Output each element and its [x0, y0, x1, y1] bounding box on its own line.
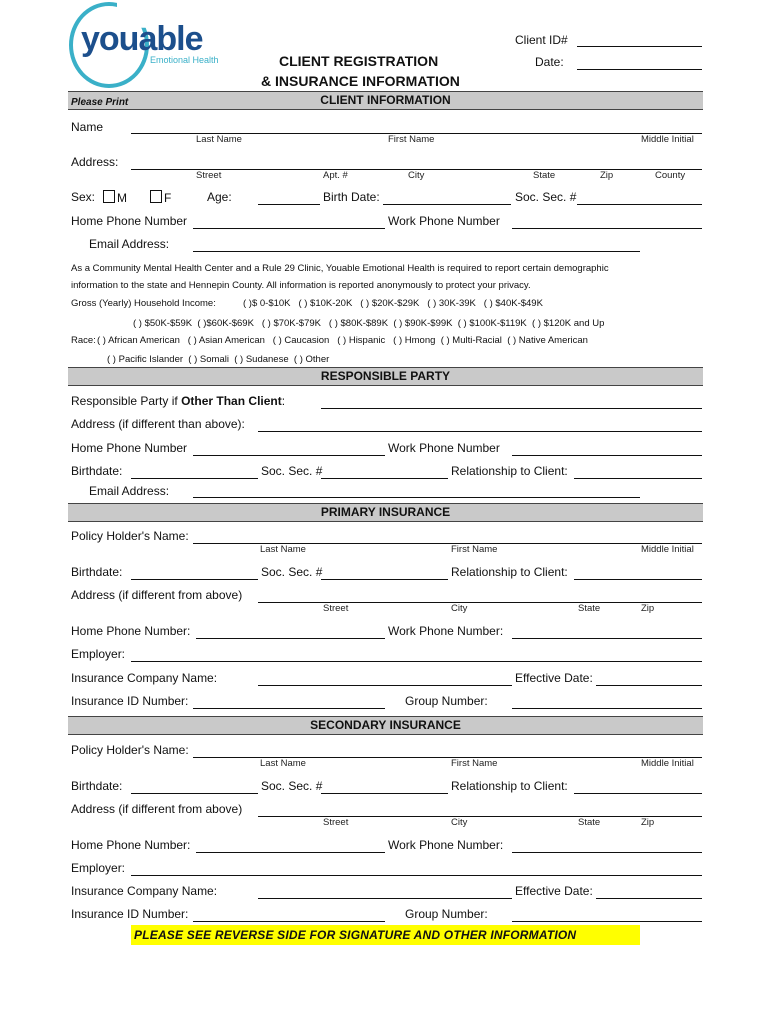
home-phone-label: Home Phone Number: [71, 214, 188, 228]
checkbox-m[interactable]: [103, 190, 115, 203]
s-id-field[interactable]: [193, 921, 385, 922]
section-client-information: [68, 91, 703, 110]
other-than-client-text: Other Than Client: [181, 394, 282, 408]
work-phone-label: Work Phone Number: [388, 214, 500, 228]
please-print-note: Please Print: [71, 97, 129, 108]
p-group-label: Group Number:: [405, 694, 488, 708]
p-city-caption: City: [451, 603, 468, 614]
demographic-notice-line2: information to the state and Hennepin County. All information is reported anonymously to protect your privacy.: [71, 280, 531, 291]
race-options-row1[interactable]: ( ) African American ( ) Asian American ( ) Caucasion ( ) Hispanic ( ) Hmong ( ) Multi-Racial ( ) Native American: [97, 335, 588, 346]
logo-tagline: Emotional Health: [150, 55, 219, 65]
p-state-caption: State: [578, 603, 601, 614]
s-company-label: Insurance Company Name:: [71, 884, 218, 898]
p-group-field[interactable]: [512, 708, 702, 709]
rp-relationship-label: Relationship to Client:: [451, 464, 568, 478]
p-effective-label: Effective Date:: [515, 671, 593, 685]
s-company-field[interactable]: [258, 898, 512, 899]
rp-ssn-label: Soc. Sec. #: [261, 464, 323, 478]
s-first-name-caption: First Name: [451, 758, 498, 769]
responsible-party-label: Responsible Party if Other Than Client:: [71, 394, 286, 408]
p-employer-field[interactable]: [131, 661, 702, 662]
ssn-field[interactable]: [577, 204, 702, 205]
email-field[interactable]: [193, 251, 640, 252]
name-label: Name: [71, 120, 104, 134]
p-holder-label: Policy Holder's Name:: [71, 529, 189, 543]
p-ssn-field[interactable]: [321, 579, 448, 580]
section-title: CLIENT INFORMATION: [320, 93, 451, 107]
sex-m-option[interactable]: [103, 190, 127, 205]
demographic-notice-line1: As a Community Mental Health Center and a Rule 29 Clinic, Youable Emotional Health is required to report certain demographic: [71, 263, 609, 274]
p-ssn-label: Soc. Sec. #: [261, 565, 323, 579]
s-address-label: Address (if different from above): [71, 802, 243, 816]
client-id-field[interactable]: [577, 46, 702, 47]
email-label: Email Address:: [89, 237, 170, 251]
s-effective-label: Effective Date:: [515, 884, 593, 898]
s-state-caption: State: [578, 817, 601, 828]
s-relationship-label: Relationship to Client:: [451, 779, 568, 793]
p-zip-caption: Zip: [641, 603, 655, 614]
s-effective-field[interactable]: [596, 898, 702, 899]
s-employer-label: Employer:: [71, 861, 126, 875]
section-responsible-party: [68, 367, 703, 386]
city-caption: City: [408, 170, 425, 181]
rp-home-phone-field[interactable]: [193, 455, 385, 456]
sex-f-option[interactable]: [150, 190, 171, 205]
responsible-party-text: Responsible Party if: [71, 394, 182, 408]
p-middle-initial-caption: Middle Initial: [641, 544, 694, 555]
race-label: Race:: [71, 335, 96, 346]
checkbox-f[interactable]: [150, 190, 162, 203]
p-work-phone-field[interactable]: [512, 638, 702, 639]
p-first-name-caption: First Name: [451, 544, 498, 555]
p-home-phone-label: Home Phone Number:: [71, 624, 191, 638]
rp-birthdate-label: Birthdate:: [71, 464, 123, 478]
section-primary-insurance: [68, 503, 703, 522]
s-street-caption: Street: [323, 817, 349, 828]
sex-f-label: F: [164, 191, 172, 205]
p-street-caption: Street: [323, 603, 349, 614]
section-title: RESPONSIBLE PARTY: [320, 369, 451, 383]
s-ssn-field[interactable]: [321, 793, 448, 794]
s-group-label: Group Number:: [405, 907, 488, 921]
birth-date-field[interactable]: [383, 204, 511, 205]
zip-caption: Zip: [600, 170, 614, 181]
age-field[interactable]: [258, 204, 320, 205]
state-caption: State: [533, 170, 556, 181]
rp-email-field[interactable]: [193, 497, 640, 498]
income-label: Gross (Yearly) Household Income:: [71, 298, 216, 309]
reverse-side-notice: [131, 925, 640, 945]
s-birthdate-label: Birthdate:: [71, 779, 123, 793]
section-secondary-insurance: [68, 716, 703, 735]
s-zip-caption: Zip: [641, 817, 655, 828]
address-label: Address:: [71, 155, 119, 169]
s-work-phone-field[interactable]: [512, 852, 702, 853]
p-relationship-field[interactable]: [574, 579, 702, 580]
apt-caption: Apt. #: [323, 170, 348, 181]
s-work-phone-label: Work Phone Number:: [388, 838, 504, 852]
form-title-line2: & INSURANCE INFORMATION: [261, 73, 460, 89]
section-title: PRIMARY INSURANCE: [320, 505, 451, 519]
s-birthdate-field[interactable]: [131, 793, 258, 794]
s-city-caption: City: [451, 817, 468, 828]
p-home-phone-field[interactable]: [196, 638, 385, 639]
rp-work-phone-label: Work Phone Number: [388, 441, 500, 455]
logo-wordmark: youable: [81, 20, 203, 58]
p-id-label: Insurance ID Number:: [71, 694, 189, 708]
sex-m-label: M: [117, 191, 127, 205]
s-home-phone-label: Home Phone Number:: [71, 838, 191, 852]
s-ssn-label: Soc. Sec. #: [261, 779, 323, 793]
income-options-row1[interactable]: ( )$ 0-$10K ( ) $10K-20K ( ) $20K-$29K ( ) 30K-39K ( ) $40K-$49K: [243, 298, 543, 309]
p-address-label: Address (if different from above): [71, 588, 243, 602]
race-options-row2[interactable]: ( ) Pacific Islander ( ) Somali ( ) Sudanese ( ) Other: [107, 354, 330, 365]
last-name-caption: Last Name: [196, 134, 242, 145]
ssn-label: Soc. Sec. #: [515, 190, 577, 204]
rp-work-phone-field[interactable]: [512, 455, 702, 456]
reverse-side-notice-text: PLEASE SEE REVERSE SIDE FOR SIGNATURE AND OTHER INFORMATION: [134, 928, 577, 942]
s-home-phone-field[interactable]: [196, 852, 385, 853]
p-last-name-caption: Last Name: [260, 544, 306, 555]
s-relationship-field[interactable]: [574, 793, 702, 794]
p-relationship-label: Relationship to Client:: [451, 565, 568, 579]
s-group-field[interactable]: [512, 921, 702, 922]
age-label: Age:: [207, 190, 232, 204]
p-birthdate-label: Birthdate:: [71, 565, 123, 579]
p-id-field[interactable]: [193, 708, 385, 709]
income-options-row2[interactable]: ( ) $50K-$59K ( )$60K-$69K ( ) $70K-$79K ( ) $80K-$89K ( ) $90K-$99K ( ) $100K-$119K ( ) $120K and Up: [133, 318, 605, 329]
p-employer-label: Employer:: [71, 647, 126, 661]
rp-home-phone-label: Home Phone Number: [71, 441, 188, 455]
s-middle-initial-caption: Middle Initial: [641, 758, 694, 769]
rp-address-label: Address (if different than above):: [71, 417, 245, 431]
rp-address-field[interactable]: [258, 431, 702, 432]
middle-initial-caption: Middle Initial: [641, 134, 694, 145]
birth-date-label: Birth Date:: [323, 190, 380, 204]
responsible-party-field[interactable]: [321, 408, 702, 409]
rp-ssn-field[interactable]: [321, 478, 448, 479]
section-title: SECONDARY INSURANCE: [310, 718, 461, 732]
client-id-label: Client ID#: [515, 33, 568, 47]
work-phone-field[interactable]: [512, 228, 702, 229]
first-name-caption: First Name: [388, 134, 435, 145]
rp-birthdate-field[interactable]: [131, 478, 258, 479]
rp-relationship-field[interactable]: [574, 478, 702, 479]
date-label: Date:: [535, 55, 564, 69]
s-last-name-caption: Last Name: [260, 758, 306, 769]
home-phone-field[interactable]: [193, 228, 385, 229]
rp-email-label: Email Address:: [89, 484, 170, 498]
street-caption: Street: [196, 170, 222, 181]
date-field[interactable]: [577, 69, 702, 70]
s-holder-label: Policy Holder's Name:: [71, 743, 189, 757]
county-caption: County: [655, 170, 686, 181]
s-employer-field[interactable]: [131, 875, 702, 876]
form-title-line1: CLIENT REGISTRATION: [279, 53, 439, 69]
p-work-phone-label: Work Phone Number:: [388, 624, 504, 638]
p-company-label: Insurance Company Name:: [71, 671, 218, 685]
sex-label: Sex:: [71, 190, 96, 204]
p-company-field[interactable]: [258, 685, 512, 686]
p-effective-field[interactable]: [596, 685, 702, 686]
s-id-label: Insurance ID Number:: [71, 907, 189, 921]
p-birthdate-field[interactable]: [131, 579, 258, 580]
